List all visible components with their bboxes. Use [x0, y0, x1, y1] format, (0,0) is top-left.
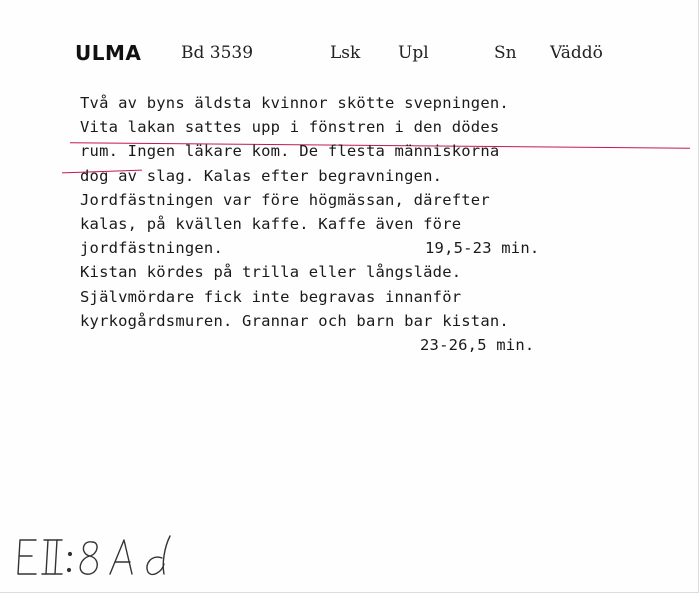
typed-notes	[80, 91, 696, 357]
landskap-label: Lsk	[330, 43, 361, 63]
text-line: Kistan kördes på trilla eller långsläde.	[80, 263, 462, 282]
text-line: Två av byns äldsta kvinnor skötte svepningen.	[80, 94, 509, 112]
text-line: dog av slag. Kalas efter begravningen.	[80, 166, 443, 185]
parish-name: Väddö	[550, 43, 603, 63]
text-line: rum. Ingen läkare kom. De flesta människorna	[80, 142, 500, 161]
text-line: jordfästningen.	[80, 239, 223, 258]
duration-line: 23-26,5 min.	[420, 335, 535, 354]
text-line: Självmördare fick inte begravas innanför	[80, 287, 462, 306]
handwritten-signature	[14, 534, 194, 584]
socken-label: Sn	[494, 43, 517, 63]
text-line: Vita lakan sattes upp i fönstren i den dödes	[80, 118, 500, 137]
volume-number: Bd 3539	[181, 43, 254, 63]
province-code: Upl	[398, 43, 429, 63]
text-line: Jordfästningen var före högmässan, därefter	[80, 190, 490, 209]
archive-title: ULMA	[75, 41, 142, 65]
card-header	[0, 38, 700, 68]
text-line: kalas, på kvällen kaffe. Kaffe även före	[80, 214, 462, 233]
text-line: kyrkogårdsmuren. Grannar och barn bar kistan.	[80, 311, 509, 330]
duration-line: 19,5-23 min.	[425, 239, 540, 258]
